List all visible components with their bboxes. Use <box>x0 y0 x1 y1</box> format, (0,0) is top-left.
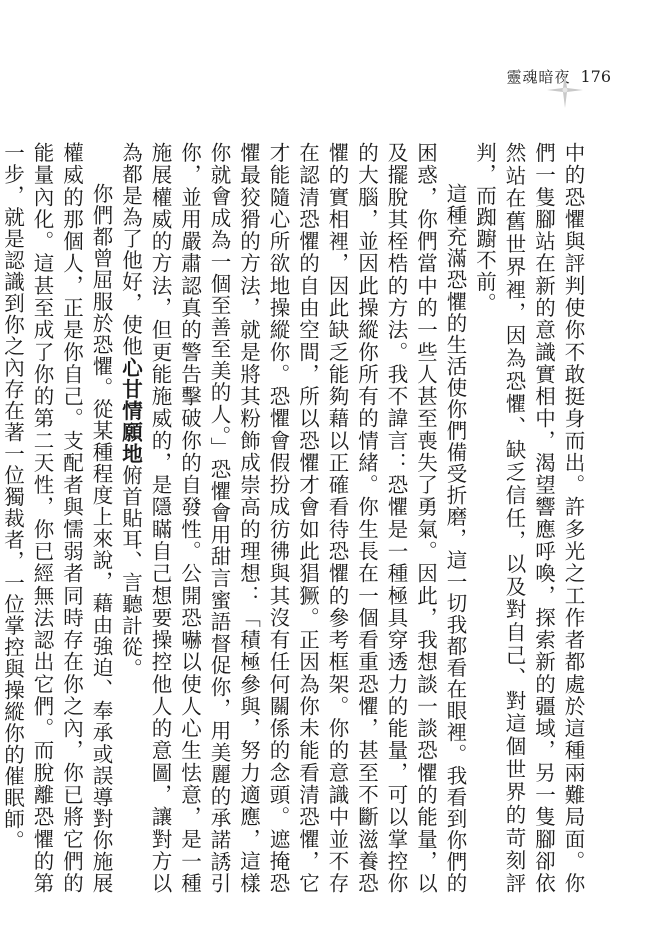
paragraph-segment: 這種充滿恐懼的生活使你們備受折磨，這一切我都看在眼裡。我看到你們的困惑，你們當中的一些人甚至喪失了勇氣。因此，我想談一談恐懼的能量，以及擺脫其桎梏的方法。我不諱言：恐懼是一種極具穿透力的能量，可以掌控你的大腦，並因此操縱你所有的情緒。你生長在一個看重恐懼，甚至不斷滋養恐懼的實相裡，因此缺乏能夠藉以正確看待恐懼的參考框架。你的意識中並不存在認清恐懼的自由空間，所以恐懼才會如此猖獗。正因為你未能看清恐懼，它才能隨心所欲地操縱你。恐懼會假扮成彷彿與其沒有任何關係的念頭。遮掩恐懼最狡猾的方法，就是將其粉飾成崇高的理想：「積極參與，努力適應，這樣你就會成為一個至善至美的人。」恐懼會用甜言蜜語督促你，用美麗的承諾誘引你，並用嚴肅認真的警告擊破你的自發性。公開恐嚇以使人心生怯意，是一種施展權威的方法，但更能施威的，是隱瞞自己想要操控他人的意圖，讓對方以為都是為了他好，使他 <box>118 142 467 894</box>
body-text <box>0 142 587 894</box>
book-title: 靈魂暗夜 <box>506 68 571 86</box>
paragraph-segment: 俯首貼耳、言聽計從。 <box>118 464 143 680</box>
paragraph <box>115 142 469 894</box>
page-number: 176 <box>580 67 611 86</box>
sparkle-icon <box>545 70 585 110</box>
emphasized-phrase: 心甘情願地 <box>118 357 143 465</box>
paragraph: 中的恐懼與評判使你不敢挺身而出。許多光之工作者都處於這種兩難局面。你們一隻腳站在新的意識實相中，渴望響應呼喚，探索新的疆域，另一隻腳卻依然站在舊世界裡，因為恐懼、缺乏信任，以及對自己、對這個世界的苛刻評判，而踟躕不前。 <box>472 142 585 894</box>
paragraph: 你們都曾屈服於恐懼。從某種程度上來說，藉由強迫、奉承或誤導對你施展權威的那個人，正是你自己。支配者與懦弱者同時存在你之內，你已將它們的能量內化。這甚至成了你的第二天性，你已經無法認出它們。而脫離恐懼的第一步，就是認識到你之內存在著一位獨裁者，一位掌控與操縱你的催眠師。 <box>0 142 113 894</box>
